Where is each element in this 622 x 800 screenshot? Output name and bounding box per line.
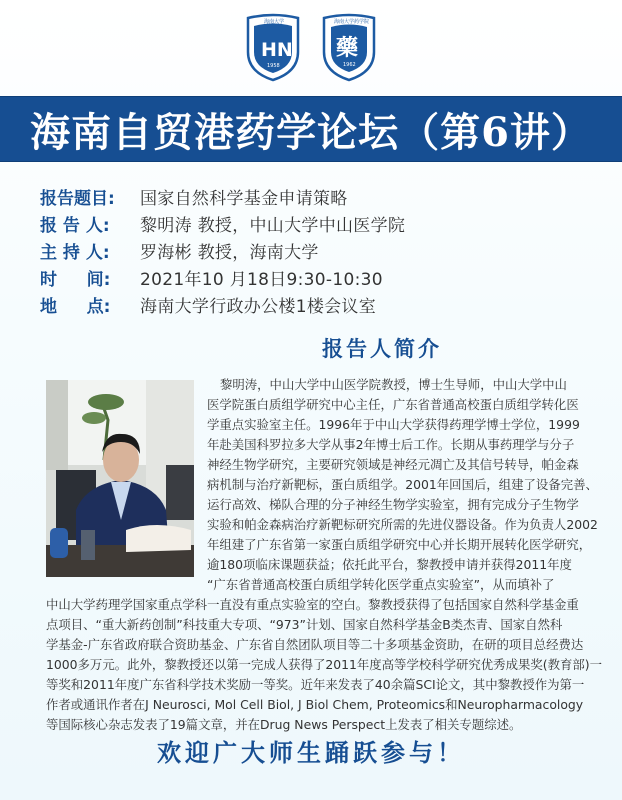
bio-line: 点项目、“重大新药创制”科技重大专项、“973”计划、国家自然科学基金B类杰青、国家自然科 <box>46 617 563 632</box>
portrait-photo <box>46 380 194 577</box>
event-info <box>40 183 600 318</box>
bio-line: 神经生物学研究，主要研究领域是神经元凋亡及其信号转导，帕金森 <box>207 457 579 472</box>
bio-line: 学重点实验室主任。1996年于中山大学获得药理学博士学位，1999 <box>207 417 580 432</box>
bio-line: 逾180项临床课题获益；依托此平台，黎教授申请并获得2011年度 <box>207 557 572 572</box>
title-banner <box>0 96 622 162</box>
svg-text:1958: 1958 <box>267 63 280 69</box>
bio-line: 运行高效、梯队合理的分子神经生物学实验室，拥有完成分子生物学 <box>207 497 579 512</box>
info-label: 报 告 人: <box>40 216 110 236</box>
info-row-location <box>40 291 600 318</box>
info-value: 2021年10 月18日9:30-10:30 <box>140 270 383 290</box>
info-value: 黎明涛 教授，中山大学中山医学院 <box>140 216 406 236</box>
bio-line: 等奖和2011年度广东省科学技术奖励一等奖。近年来发表了40余篇SCI论文，其中黎教授作为第一 <box>46 677 585 692</box>
info-row-topic <box>40 183 600 210</box>
bio-line: 病机制与治疗新靶标，蛋白质组学。2001年回国后，组建了设备完善、 <box>207 477 598 492</box>
school-of-pharmaceutical-sciences-logo <box>320 12 378 82</box>
info-row-speaker <box>40 210 600 237</box>
svg-text:藥: 藥 <box>336 36 359 61</box>
info-value: 罗海彬 教授，海南大学 <box>140 243 319 263</box>
bio-line: 等国际核心杂志发表了19篇文章，并在Drug News Perspect上发表了相关专题综述。 <box>46 717 522 732</box>
bio-line: 学基金-广东省政府联合资助基金、广东省自然团队项目等二十多项基金资助，在研的项目总经费达 <box>46 637 584 652</box>
bio-line: 医学院蛋白质组学研究中心主任，广东省普通高校蛋白质组学转化医 <box>207 397 579 412</box>
info-value: 国家自然科学基金申请策略 <box>140 189 348 209</box>
shield-icon <box>244 12 302 82</box>
svg-text:1962: 1962 <box>343 62 356 68</box>
bio-line: 中山大学药理学国家重点学科一直没有重点实验室的空白。黎教授获得了包括国家自然科学基金重 <box>46 597 579 612</box>
bio-line: 黎明涛，中山大学中山医学院教授，博士生导师，中山大学中山 <box>220 377 567 392</box>
info-label: 地 点: <box>40 297 111 317</box>
info-label: 报告题目: <box>40 189 115 209</box>
bio-line: 作者或通讯作者在J Neurosci, Mol Cell Biol, J Biol Chem, Proteomics和Neuropharmacology <box>46 697 584 712</box>
svg-text:HN: HN <box>261 39 293 61</box>
logo-row <box>0 8 622 88</box>
bio-line: “广东省普通高校蛋白质组学转化医学重点实验室”，从而填补了 <box>207 577 555 592</box>
svg-text:海南大学: 海南大学 <box>264 19 285 25</box>
section-title-speaker-bio: 报告人简介 <box>322 337 442 361</box>
svg-text:海南大学药学院: 海南大学药学院 <box>334 19 370 25</box>
speaker-photo <box>46 380 194 577</box>
shield-icon <box>320 12 378 82</box>
bio-line: 年组建了广东省第一家蛋白质组学研究中心并长期开展转化医学研究， <box>207 537 592 552</box>
info-value: 海南大学行政办公楼1楼会议室 <box>140 297 377 317</box>
hainan-university-logo <box>244 12 302 82</box>
bio-line: 年赴美国科罗拉多大学从事2年博士后工作。长期从事药理学与分子 <box>207 437 575 452</box>
info-label: 时 间: <box>40 270 111 290</box>
info-row-host <box>40 237 600 264</box>
info-row-time <box>40 264 600 291</box>
bio-line: 实验和帕金森病治疗新靶标研究所需的先进仪器设备。作为负责人2002 <box>207 517 598 532</box>
page-title: 海南自贸港药学论坛（第6讲） <box>30 108 592 156</box>
bio-line: 1000多万元。此外，黎教授还以第一完成人获得了2011年度高等学校科学研究优秀成果奖(教育部)一 <box>46 657 602 672</box>
welcome-footer: 欢迎广大师生踊跃参与！ <box>157 739 465 767</box>
info-label: 主 持 人: <box>40 243 110 263</box>
